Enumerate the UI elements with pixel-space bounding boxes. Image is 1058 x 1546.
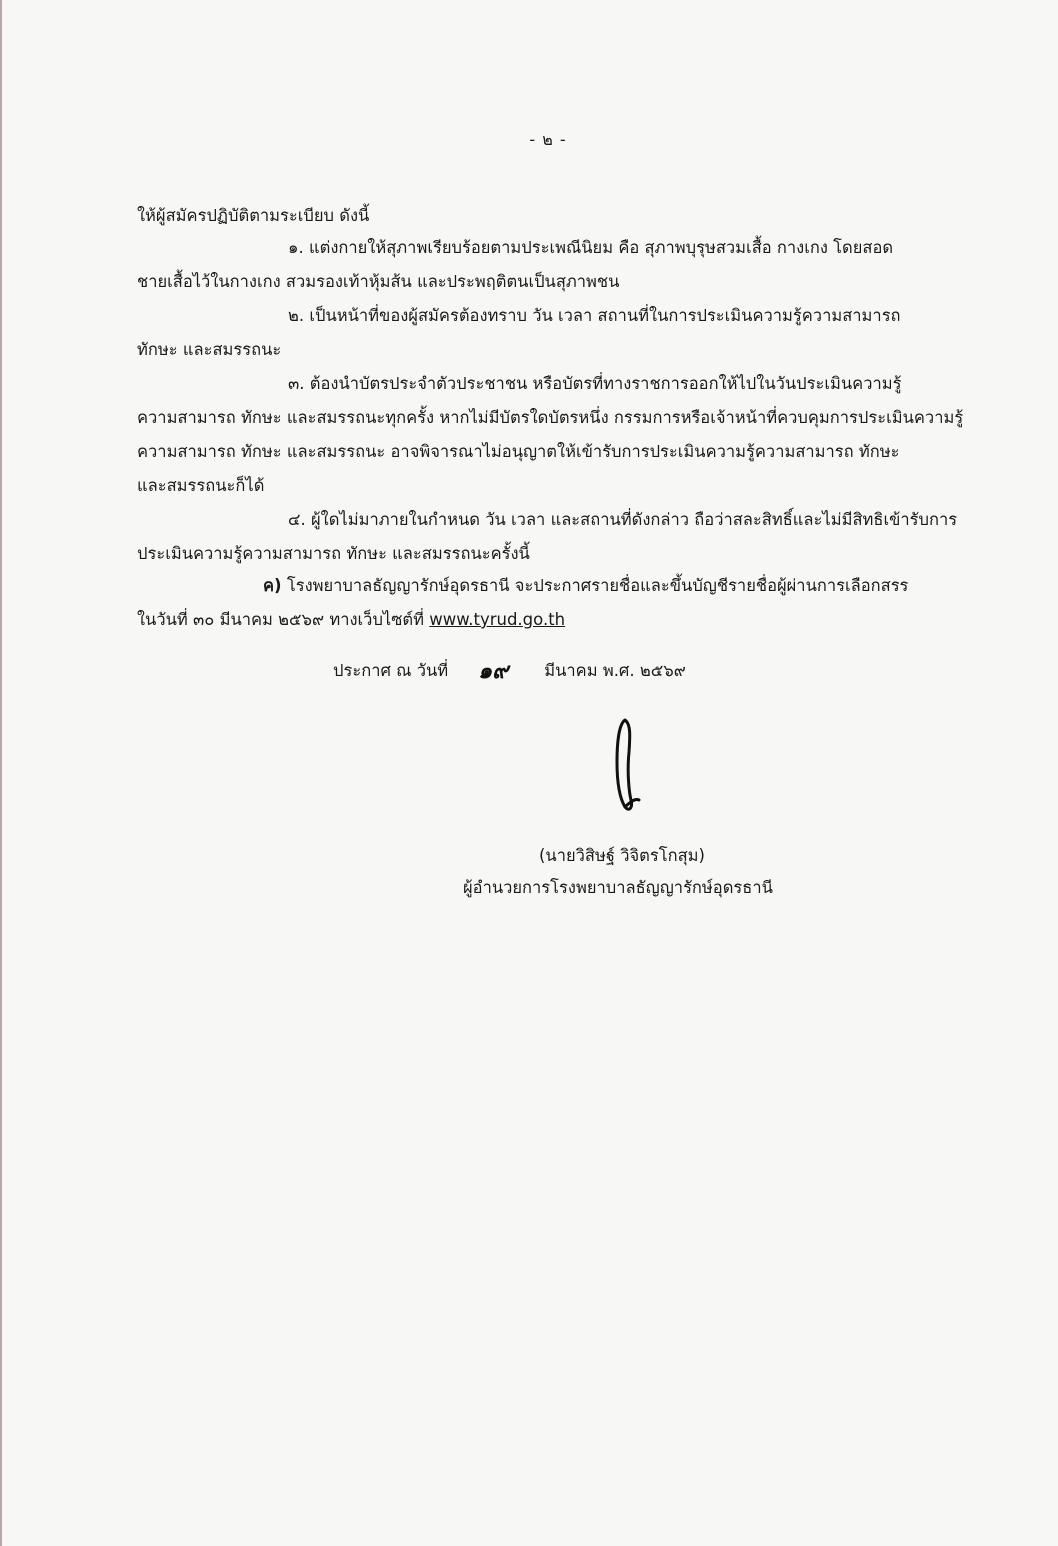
body-line: ๑. แต่งกายให้สุภาพเรียบร้อยตามประเพณีนิยม คือ สุภาพบุรุษสวมเสื้อ กางเกง โดยสอด: [288, 238, 894, 257]
page-edge: [0, 0, 2, 1546]
website-line-text: ในวันที่ ๓๐ มีนาคม ๒๕๖๙ ทางเว็บไซต์ที่: [137, 610, 430, 629]
body-line: ให้ผู้สมัครปฏิบัติตามระเบียบ ดังนี้: [137, 206, 370, 225]
body-line: ๔. ผู้ใดไม่มาภายในกำหนด วัน เวลา และสถานที่ดังกล่าว ถือว่าสละสิทธิ์และไม่มีสิทธิเข้ารับการ: [288, 510, 958, 529]
website-link[interactable]: www.tyrud.go.th: [429, 610, 566, 629]
signer-position: ผู้อำนวยการโรงพยาบาลธัญญารักษ์อุดรธานี: [463, 878, 773, 897]
signature-icon: [595, 712, 655, 822]
body-line: และสมรรถนะก็ได้: [137, 476, 265, 495]
section-c-line: [263, 574, 908, 598]
page-number: - ๒ -: [529, 130, 567, 149]
body-line: ความสามารถ ทักษะ และสมรรถนะ อาจพิจารณาไม่อนุญาตให้เข้ารับการประเมินความรู้ความสามารถ ทักษะ: [137, 442, 900, 461]
body-line: ความสามารถ ทักษะ และสมรรถนะทุกครั้ง หากไม่มีบัตรใดบัตรหนึ่ง กรรมการหรือเจ้าหน้าที่ควบคุมการประเมินความรู้: [137, 408, 964, 427]
body-line: ชายเสื้อไว้ในกางเกง สวมรองเท้าหุ้มส้น และประพฤติตนเป็นสุภาพชน: [137, 272, 620, 291]
body-line: ๒. เป็นหน้าที่ของผู้สมัครต้องทราบ วัน เวลา สถานที่ในการประเมินความรู้ความสามารถ: [288, 306, 901, 325]
date-prefix: ประกาศ ณ วันที่: [333, 661, 449, 680]
body-line: ๓. ต้องนำบัตรประจำตัวประชาชน หรือบัตรที่ทางราชการออกให้ไปในวันประเมินความรู้: [288, 374, 902, 393]
body-line: ทักษะ และสมรรถนะ: [137, 340, 282, 359]
website-line: [137, 608, 565, 632]
announcement-date: [333, 651, 686, 686]
date-suffix: มีนาคม พ.ศ. ๒๕๖๙: [544, 661, 686, 680]
body-line: ประเมินความรู้ความสามารถ ทักษะ และสมรรถนะครั้งนี้: [137, 544, 530, 563]
handwritten-day: ๑๙: [478, 658, 509, 684]
section-c-text: โรงพยาบาลธัญญารักษ์อุดรธานี จะประกาศรายชื่อและขึ้นบัญชีรายชื่อผู้ผ่านการเลือกสรร: [281, 576, 909, 595]
signer-name: (นายวิสิษฐ์ วิจิตรโกสุม): [539, 846, 705, 865]
section-c-marker: ค): [263, 576, 282, 595]
